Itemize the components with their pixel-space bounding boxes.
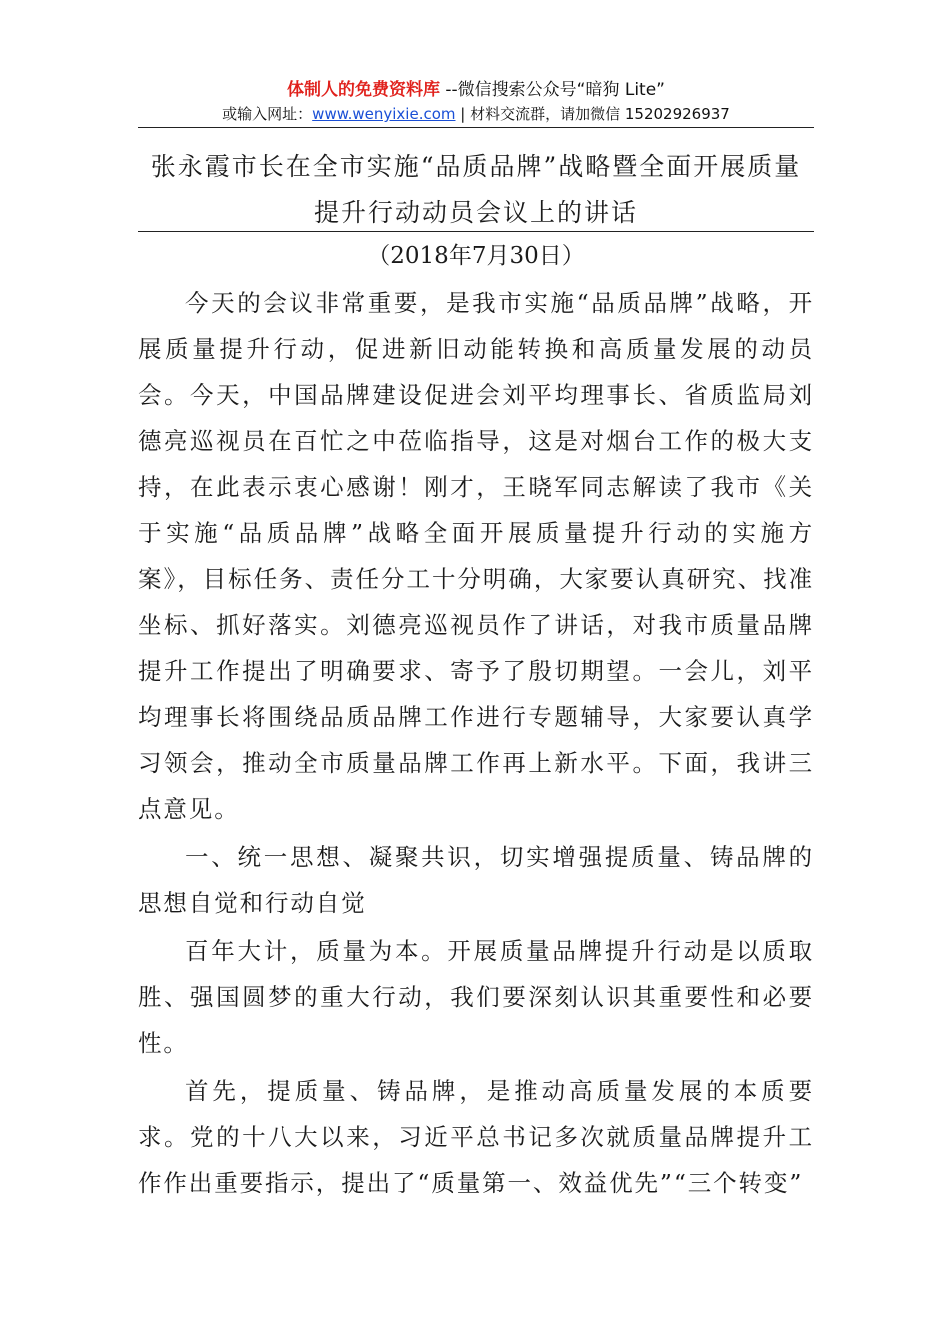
- document-date: （2018年7月30日）: [367, 243, 585, 269]
- document-title: 张永霞市长在全市实施“品质品牌”战略暨全面开展质量提升行动动员会议上的讲话: [150, 152, 802, 227]
- body-paragraph: 首先，提质量、铸品牌，是推动高质量发展的本质要求。党的十八大以来，习近平总书记多次就质量品牌提升工作作出重要指示，提出了“质量第一、效益优先”“三个转变”: [138, 1077, 814, 1197]
- header-url-link[interactable]: www.wenyixie.com: [312, 105, 456, 123]
- body-paragraph: 今天的会议非常重要，是我市实施“品质品牌”战略，开展质量提升行动，促进新旧动能转换和高质量发展的动员会。今天，中国品牌建设促进会刘平均理事长、省质监局刘德亮巡视员在百忙之中莅临指导，这是对烟台工作的极大支持，在此表示衷心感谢！刚才，王晓军同志解读了我市《关于实施“品质品牌”战略全面开展质量提升行动的实施方案》，目标任务、责任分工十分明确，大家要认真研究、找准坐标、抓好落实。刘德亮巡视员作了讲话，对我市质量品牌提升工作提出了明确要求、寄予了殷切期望。一会儿，刘平均理事长将围绕品质品牌工作进行专题辅导，大家要认真学习领会，推动全市质量品牌工作再上新水平。下面，我讲三点意见。: [138, 289, 814, 823]
- header-contact: | 材料交流群，请加微信 15202926937: [455, 105, 730, 123]
- section-heading: 一、统一思想、凝聚共识，切实增强提质量、铸品牌的思想自觉和行动自觉: [138, 843, 814, 917]
- header-line-1: [138, 78, 814, 102]
- header-line-2: [138, 102, 814, 126]
- body-paragraph: 百年大计，质量为本。开展质量品牌提升行动是以质取胜、强国圆梦的重大行动，我们要深刻认识其重要性和必要性。: [138, 937, 814, 1057]
- header-tagline: --微信搜索公众号“暗狗 Lite”: [439, 80, 665, 100]
- title-divider: [138, 231, 814, 232]
- header-divider: [138, 127, 814, 128]
- header-brand: 体制人的免费资料库: [286, 80, 440, 100]
- header-url-prefix: 或输入网址：: [222, 105, 313, 123]
- document-body: [138, 280, 814, 1206]
- watermark-header: [138, 78, 814, 126]
